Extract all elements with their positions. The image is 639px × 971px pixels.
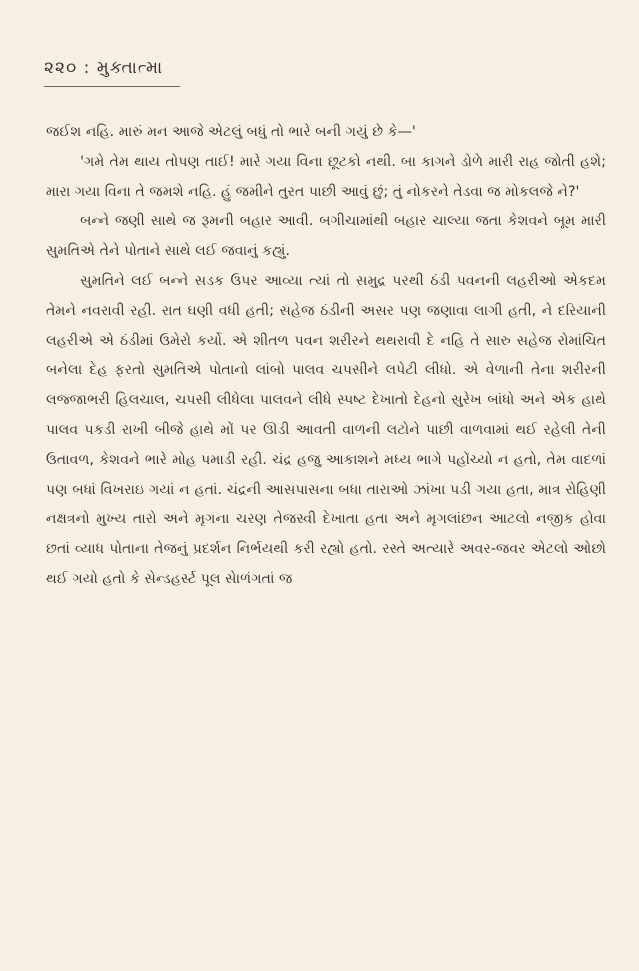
paragraph: જઈશ નહિ. મારું મન આજે એટલું બધું તો ભારે બની ગયું છે કે—'	[46, 124, 416, 140]
running-header	[44, 58, 163, 78]
body-text	[46, 118, 606, 595]
paragraph: 'ગમે તેમ થાય તોપણ તાઈ! મારે ગયા વિના છૂટકો નથી. બા કાગને ડોળે મારી રાહ જોતી હશે; મારા ગયા વિના તે જમશે નહિ. હું જમીને તુરત પાછી આવું છું; તું નોકરને તેડવા જ મોકલજે ને?'	[46, 153, 606, 200]
page-number: ૨૨૦	[44, 58, 78, 78]
header-separator: :	[83, 58, 91, 78]
book-title: મુક્તાત્મા	[96, 58, 164, 78]
header-underline	[44, 86, 180, 87]
paragraph: બન્ને જણી સાથે જ રૂમની બહાર આવી. બગીચામાંથી બહાર ચાલ્યા જતા કેશવને બૂમ મારી સુમતિએ તેને પોતાને સાથે લઈ જવાનું કહ્યું.	[46, 213, 606, 260]
paragraph: સુમતિને લઈ બન્ને સડક ઉપર આવ્યા ત્યાં તો સમુદ્ર પરથી ઠંડી પવનની લહરીઓ એકદમ તેમને નવરાવી રહી. રાત ઘણી વધી હતી; સહેજ ઠંડીની અસર પણ જણાવા લાગી હતી, ને દરિયાની લહરીએ એ ઠંડીમાં ઉમેરો કર્યો. એ શીતળ પવન શરીરને થથરાવી દે નહિ તે સારુ સહેજ રોમાંચિત બનેલા દેહ ફરતો સુમતિએ પોતાનો લાંબો પાલવ ચપસીને લપેટી લીધો. એ વેળાની તેના શરીરની લજ્જાભરી હિલચાલ, ચપસી લીધેલા પાલવને લીધે સ્પષ્ટ દેખાતો દેહનો સુરેખ બાંધો અને એક હાથે પાલવ પકડી રાખી બીજે હાથે મોં પર ઊડી આવતી વાળની લટોને પાછી વાળવામાં થઈ રહેલી તેની ઉતાવળ, કેશવને ભારે મોહ પમાડી રહી. ચંદ્ર હજુ આકાશને મધ્ય ભાગે પહોંચ્યો ન હતો, તેમ વાદળાં પણ બધાં વિખરાઇ ગયાં ન હતાં. ચંદ્રની આસપાસના બધા તારાઓ ઝાંખા પડી ગયા હતા, માત્ર રોહિણી નક્ષત્રનો મુખ્ય તારો અને મૃગના ચરણ તેજસ્વી દેખાતા હતા અને મૃગલાંછન આટલો નજીક હોવા છતાં વ્યાધ પોતાના તેજનું પ્રદર્શન નિર્ભયથી કરી રહ્યો હતો. રસ્તે અત્યારે અવર-જવર એટલો ઓછો થઈ ગયો હતો કે સેન્ડહર્સ્ટ પૂલ સેાળંગતાં જ	[46, 272, 606, 587]
